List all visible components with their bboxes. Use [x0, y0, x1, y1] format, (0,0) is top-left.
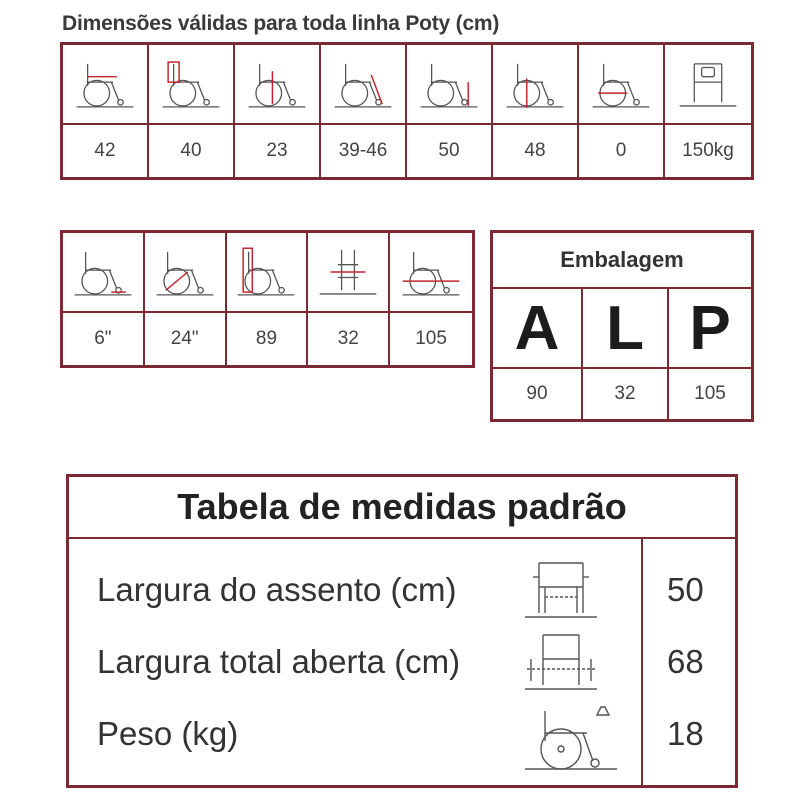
packaging-title: Embalagem	[493, 233, 751, 289]
packaging-width-value: 32	[583, 369, 669, 419]
wheelchair-total-height-icon	[227, 233, 309, 313]
wheelchair-max-load-icon	[665, 45, 751, 125]
dimension-value: 24"	[145, 313, 227, 365]
standard-measures-title: Tabela de medidas padrão	[69, 477, 735, 539]
total-open-width-value: 68	[667, 643, 704, 680]
weight-value: 18	[667, 715, 704, 752]
dimension-value: 105	[415, 328, 447, 349]
wheelchair-seat-depth-icon	[63, 45, 149, 125]
wheelchair-total-length-icon	[390, 233, 472, 313]
wheelchair-seat-height-icon	[407, 45, 493, 125]
wheelchair-legrest-length-icon	[321, 45, 407, 125]
packaging-height-letter: A	[493, 289, 583, 369]
dimensions-table-top	[60, 42, 754, 180]
wheelchair-backrest-height-icon	[149, 45, 235, 125]
dimension-value: 23	[235, 125, 321, 177]
packaging-height-value: 90	[493, 369, 583, 419]
seat-width-icon	[521, 557, 601, 623]
wheelchair-folded-width-icon	[308, 233, 390, 313]
seat-width-label: Largura do assento (cm)	[97, 571, 457, 608]
dimension-value: 39-46	[321, 125, 407, 177]
wheelchair-weight-icon	[521, 699, 621, 773]
total-open-width-icon	[521, 629, 601, 695]
wheelchair-camber-angle-icon	[579, 45, 665, 125]
packaging-depth-value: 105	[694, 383, 726, 404]
wheelchair-rear-wheel-height-icon	[493, 45, 579, 125]
seat-width-value: 50	[667, 571, 704, 608]
dimension-value: 48	[493, 125, 579, 177]
wheelchair-armrest-height-icon	[235, 45, 321, 125]
packaging-table	[490, 230, 754, 422]
packaging-depth-letter: P	[669, 289, 751, 369]
dimension-value: 0	[579, 125, 665, 177]
dimension-value: 32	[308, 313, 390, 365]
dimensions-table-middle	[60, 230, 475, 368]
standard-measures-values	[643, 539, 735, 785]
dimension-value: 150kg	[682, 140, 734, 161]
dimension-value: 42	[63, 125, 149, 177]
packaging-width-letter: L	[583, 289, 669, 369]
standard-measures-body	[69, 539, 643, 785]
dimension-value: 89	[227, 313, 309, 365]
wheelchair-front-caster-icon	[63, 233, 145, 313]
dimension-value: 40	[149, 125, 235, 177]
standard-measures-table	[66, 474, 738, 788]
dimensions-title: Dimensões válidas para toda linha Poty (cm)	[62, 12, 500, 35]
dimension-value: 50	[407, 125, 493, 177]
wheelchair-rear-wheel-diameter-icon	[145, 233, 227, 313]
weight-label: Peso (kg)	[97, 715, 239, 752]
dimension-value: 6"	[63, 313, 145, 365]
total-open-width-label: Largura total aberta (cm)	[97, 643, 461, 680]
